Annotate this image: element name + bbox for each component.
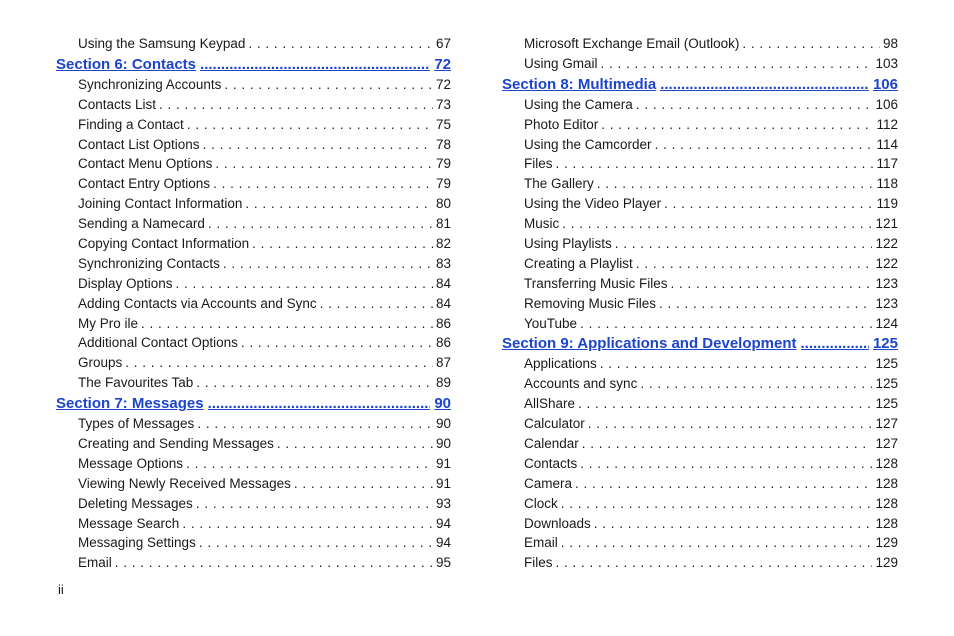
page-number: 127 — [875, 436, 898, 452]
page-number: 125 — [875, 376, 898, 392]
page-number: 72 — [435, 76, 451, 92]
toc-entry-link[interactable] — [502, 54, 898, 74]
toc-entry-link[interactable] — [502, 314, 898, 334]
page-number: 129 — [875, 555, 898, 571]
dot-leader — [125, 353, 433, 373]
entry-title: Contact Menu Options — [78, 156, 213, 172]
dot-leader — [197, 414, 433, 434]
toc-entry-link[interactable] — [502, 135, 898, 155]
toc-section-link[interactable] — [502, 74, 898, 95]
entry-title: Groups — [78, 355, 123, 371]
entry-title: Message Search — [78, 515, 180, 531]
dot-leader — [561, 494, 873, 514]
dot-leader — [199, 533, 433, 553]
toc-right-column — [502, 34, 898, 573]
entry-title: Contacts — [524, 455, 578, 471]
toc-entry-link[interactable] — [502, 354, 898, 374]
toc-entry-link[interactable] — [502, 194, 898, 214]
dot-leader — [580, 314, 872, 334]
entry-title: The Favourites Tab — [78, 375, 194, 391]
entry-title: Files — [524, 555, 553, 571]
toc-entry-link[interactable] — [502, 115, 898, 135]
page-number: 75 — [435, 116, 451, 132]
entry-title: Contact List Options — [78, 136, 200, 152]
dot-leader — [597, 174, 874, 194]
entry-title: Transferring Music Files — [524, 275, 668, 291]
page-number: 122 — [875, 255, 898, 271]
entry-title: Additional Contact Options — [78, 335, 238, 351]
entry-title: Using the Video Player — [524, 196, 662, 212]
dot-leader — [582, 434, 873, 454]
page-number: 118 — [876, 176, 898, 192]
entry-title: Sending a Namecard — [78, 216, 205, 232]
entry-title: Using Playlists — [524, 236, 612, 252]
page-number: 72 — [434, 55, 451, 73]
entry-title: My Pro ile — [78, 315, 139, 331]
entry-title: Display Options — [78, 275, 173, 291]
entry-title: Calendar — [524, 436, 579, 452]
footer-page-number: ii — [58, 582, 64, 597]
entry-title: Using the Samsung Keypad — [78, 36, 246, 51]
dot-leader — [601, 54, 873, 74]
dot-leader — [615, 234, 873, 254]
toc-entry-link[interactable] — [56, 533, 451, 553]
page-number: 125 — [872, 335, 898, 353]
toc-entry-link[interactable] — [502, 394, 898, 414]
toc-entry-link[interactable] — [56, 333, 451, 353]
dot-leader — [320, 294, 433, 314]
toc-entry-link[interactable] — [56, 174, 451, 194]
dot-leader — [801, 333, 869, 354]
entry-title: The Gallery — [524, 176, 594, 192]
page-number: 121 — [875, 216, 898, 232]
entry-title: Synchronizing Contacts — [78, 255, 220, 271]
entry-title: Finding a Contact — [78, 116, 184, 132]
page-number: 123 — [875, 295, 898, 311]
entry-title: Applications — [524, 356, 597, 372]
entry-title: Message Options — [78, 455, 184, 471]
page-number: 125 — [875, 356, 898, 372]
toc-entry-link[interactable] — [56, 373, 451, 393]
page-number: 93 — [435, 495, 451, 511]
dot-leader — [636, 254, 873, 274]
page-number: 128 — [875, 495, 898, 511]
toc-entry-link[interactable] — [502, 414, 898, 434]
dot-leader — [742, 34, 880, 54]
toc-entry-link[interactable] — [502, 533, 898, 553]
entry-title: Camera — [524, 475, 573, 491]
entry-title: Creating and Sending Messages — [78, 436, 274, 452]
page-number: 80 — [435, 196, 451, 212]
page-number: 106 — [875, 96, 898, 112]
toc-entry-link[interactable] — [56, 414, 451, 434]
dot-leader — [176, 274, 433, 294]
entry-title: Viewing Newly Received Messages — [78, 475, 291, 491]
entry-title: Removing Music Files — [524, 295, 657, 311]
toc-entry-link[interactable] — [56, 454, 451, 474]
dot-leader — [277, 434, 433, 454]
page-number: 78 — [435, 136, 451, 152]
page-number: 129 — [875, 535, 898, 551]
dot-leader — [294, 474, 433, 494]
page-number: 87 — [435, 355, 451, 371]
dot-leader — [671, 274, 873, 294]
page-number: 91 — [435, 455, 451, 471]
dot-leader — [580, 454, 872, 474]
entry-title: Accounts and sync — [524, 376, 638, 392]
entry-title: Messaging Settings — [78, 535, 196, 551]
toc-entry-link[interactable] — [502, 174, 898, 194]
page-number: 95 — [435, 555, 451, 571]
toc-entry-link[interactable] — [502, 95, 898, 115]
dot-leader — [575, 474, 872, 494]
page-number: 112 — [876, 116, 898, 132]
page-number: 94 — [435, 535, 451, 551]
page-number: 117 — [876, 156, 898, 172]
toc-entry-link[interactable] — [502, 34, 898, 54]
page-number: 90 — [435, 416, 451, 432]
page-number: 86 — [435, 315, 451, 331]
dot-leader — [248, 34, 433, 54]
entry-title: Email — [78, 555, 112, 571]
section-title: Section 7: Messages — [56, 395, 204, 413]
page-number: 128 — [875, 455, 898, 471]
page-number: 84 — [435, 275, 451, 291]
dot-leader — [141, 314, 433, 334]
page-number: 82 — [435, 236, 451, 252]
toc-entry-link[interactable] — [502, 514, 898, 534]
dot-leader — [655, 135, 874, 155]
entry-title: Adding Contacts via Accounts and Sync — [78, 295, 317, 311]
section-title: Section 9: Applications and Development — [502, 335, 797, 353]
entry-title: Joining Contact Information — [78, 196, 243, 212]
dot-leader — [241, 333, 433, 353]
entry-title: Contact Entry Options — [78, 176, 211, 192]
dot-leader — [636, 95, 873, 115]
toc-entry-link[interactable] — [502, 474, 898, 494]
dot-leader — [252, 234, 433, 254]
toc-entry-link[interactable] — [56, 234, 451, 254]
toc-entry-link[interactable] — [502, 274, 898, 294]
dot-leader — [659, 294, 872, 314]
dot-leader — [594, 514, 873, 534]
page-number: 79 — [435, 156, 451, 172]
dot-leader — [196, 373, 433, 393]
toc-entry-link[interactable] — [502, 294, 898, 314]
dot-leader — [224, 75, 433, 95]
section-title: Section 8: Multimedia — [502, 75, 657, 93]
entry-title: Synchronizing Accounts — [78, 76, 222, 92]
toc-entry-link[interactable] — [502, 494, 898, 514]
page-number: 125 — [875, 396, 898, 412]
page-number: 103 — [875, 55, 898, 71]
toc-entry-link[interactable] — [502, 454, 898, 474]
dot-leader — [640, 374, 872, 394]
dot-leader — [159, 95, 433, 115]
toc-entry-link[interactable] — [56, 294, 451, 314]
dot-leader — [588, 414, 873, 434]
toc-entry-link[interactable] — [56, 214, 451, 234]
dot-leader — [223, 254, 433, 274]
toc-entry-link[interactable] — [56, 514, 451, 534]
entry-title: AllShare — [524, 396, 576, 412]
toc-entry-link[interactable] — [56, 434, 451, 454]
dot-leader — [196, 494, 433, 514]
toc-entry-link[interactable] — [56, 115, 451, 135]
toc-entry-link[interactable] — [56, 353, 451, 373]
toc-section-link[interactable] — [56, 54, 451, 75]
page-number: 84 — [435, 295, 451, 311]
page-number: 123 — [875, 275, 898, 291]
toc-entry-link[interactable] — [56, 34, 451, 54]
toc-entry-link[interactable] — [56, 135, 451, 155]
toc-entry-link[interactable] — [56, 553, 451, 573]
dot-leader — [208, 393, 431, 414]
entry-title: Calculator — [524, 416, 585, 432]
entry-title: Deleting Messages — [78, 495, 193, 511]
dot-leader — [245, 194, 433, 214]
dot-leader — [561, 533, 873, 553]
page-number: 91 — [435, 475, 451, 491]
dot-leader — [578, 394, 872, 414]
page-number: 90 — [435, 436, 451, 452]
page-number: 98 — [882, 36, 898, 51]
dot-leader — [187, 115, 433, 135]
page-number: 127 — [875, 416, 898, 432]
toc-entry-link[interactable] — [502, 154, 898, 174]
toc-entry-link[interactable] — [56, 474, 451, 494]
toc-entry-link[interactable] — [56, 95, 451, 115]
toc-entry-link[interactable] — [502, 374, 898, 394]
entry-title: Creating a Playlist — [524, 255, 633, 271]
page-number: 94 — [435, 515, 451, 531]
dot-leader — [556, 553, 873, 573]
entry-title: Using the Camcorder — [524, 136, 652, 152]
entry-title: Copying Contact Information — [78, 236, 250, 252]
entry-title: Downloads — [524, 515, 591, 531]
dot-leader — [660, 74, 869, 95]
page-number: 81 — [435, 216, 451, 232]
page-number: 89 — [435, 375, 451, 391]
entry-title: Files — [524, 156, 553, 172]
page-number: 73 — [435, 96, 451, 112]
toc-entry-link[interactable] — [56, 154, 451, 174]
toc-entry-link[interactable] — [56, 274, 451, 294]
page-number: 86 — [435, 335, 451, 351]
toc-entry-link[interactable] — [502, 214, 898, 234]
page-number: 83 — [435, 255, 451, 271]
toc-entry-link[interactable] — [502, 254, 898, 274]
entry-title: Contacts List — [78, 96, 157, 112]
toc-entry-link[interactable] — [502, 234, 898, 254]
dot-leader — [200, 54, 430, 75]
page-number: 122 — [875, 236, 898, 252]
page-number: 90 — [434, 395, 451, 413]
dot-leader — [215, 154, 433, 174]
entry-title: YouTube — [524, 315, 578, 331]
dot-leader — [600, 354, 873, 374]
toc-entry-link[interactable] — [56, 194, 451, 214]
entry-title: Microsoft Exchange Email (Outlook) — [524, 36, 740, 51]
dot-leader — [556, 154, 874, 174]
section-title: Section 6: Contacts — [56, 55, 197, 73]
toc-entry-link[interactable] — [56, 494, 451, 514]
page-number: 79 — [435, 176, 451, 192]
entry-title: Email — [524, 535, 558, 551]
entry-title: Types of Messages — [78, 416, 195, 432]
toc-entry-link[interactable] — [56, 75, 451, 95]
page-number: 114 — [876, 136, 898, 152]
dot-leader — [664, 194, 873, 214]
page-number: 67 — [435, 36, 451, 51]
toc-section-link[interactable] — [56, 393, 451, 414]
dot-leader — [213, 174, 433, 194]
dot-leader — [115, 553, 433, 573]
dot-leader — [182, 514, 433, 534]
entry-title: Clock — [524, 495, 558, 511]
toc-entry-link[interactable] — [56, 254, 451, 274]
toc-entry-link[interactable] — [502, 553, 898, 573]
dot-leader — [601, 115, 873, 135]
dot-leader — [208, 214, 433, 234]
entry-title: Using the Camera — [524, 96, 633, 112]
page-number: 106 — [872, 75, 898, 93]
dot-leader — [186, 454, 433, 474]
entry-title: Photo Editor — [524, 116, 599, 132]
page-number: 128 — [875, 475, 898, 491]
entry-title: Using Gmail — [524, 55, 598, 71]
entry-title: Music — [524, 216, 560, 232]
toc-entry-link[interactable] — [56, 314, 451, 334]
page-number: 124 — [875, 315, 898, 331]
page-number: 119 — [876, 196, 898, 212]
page-number: 128 — [875, 515, 898, 531]
toc-entry-link[interactable] — [502, 434, 898, 454]
dot-leader — [562, 214, 872, 234]
dot-leader — [203, 135, 433, 155]
toc-section-link[interactable] — [502, 333, 898, 354]
toc-left-column — [56, 34, 451, 573]
